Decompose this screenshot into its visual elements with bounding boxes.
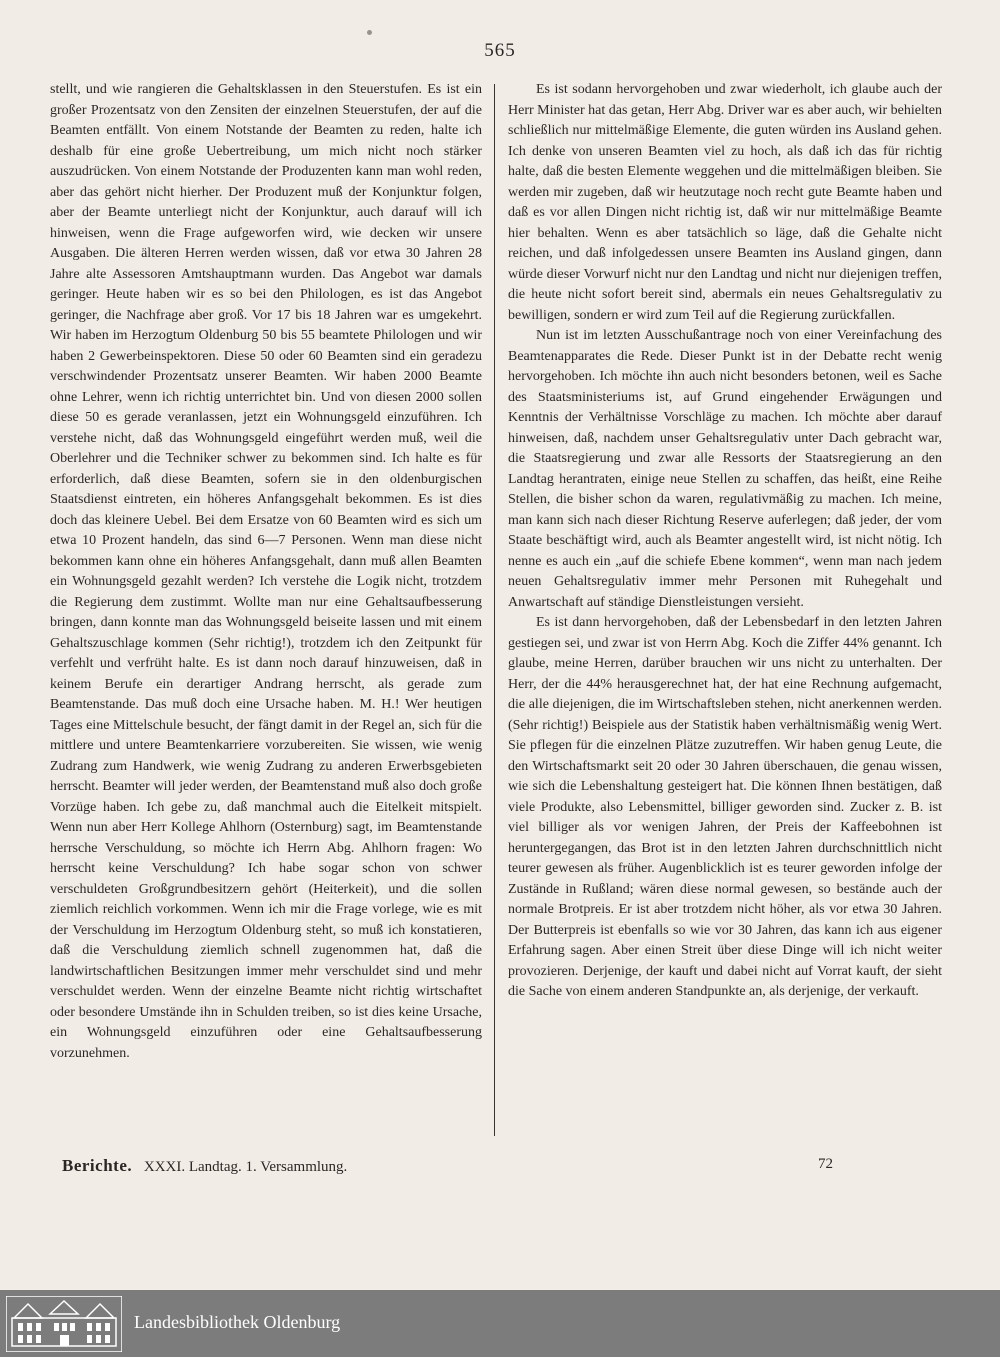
right-column <box>508 80 942 1003</box>
left-column <box>50 80 482 1064</box>
scan-speck <box>367 30 372 35</box>
library-name: Landesbibliothek Oldenburg <box>134 1312 341 1332</box>
library-building-logo-icon <box>6 1296 122 1352</box>
right-paragraph-1: Es ist sodann hervorgehoben und zwar wiederholt, ich glaube auch der Herr Minister hat das getan, Herr Abg. Driver war es aber auch, wir behielten schließlich nur mittelmäßige Elemente, die guten würden ins Ausland gehen. Ich denke von unseren Beamten viel zu hoch, als daß ich das für richtig halte, daß die besten Elemente weggehen und die mittelmäßigen bleiben. Sie werden mir zugeben, daß wir heutzutage noch recht gute Beamte haben und daß es vor allen Dingen nicht richtig ist, daß wir nur mittelmäßige Beamte hier behalten. Wenn es aber tatsächlich so läge, daß die Gehalte nicht reichen, und daß infolgedessen unsere Beamten ins Ausland gingen, dann würde dieser Vorwurf nicht nur den Landtag und nicht nur diejenigen treffen, die heute nicht sofort bereit sind, abermals ein neues Gehaltsregulativ zu bewilligen, sondern er wird zum Teil auf die Regierung zurückfallen. <box>508 82 942 323</box>
page-number: 565 <box>484 40 516 61</box>
footer-title-bold: Berichte. <box>62 1156 133 1175</box>
footer-signature: 72 <box>818 1156 833 1172</box>
column-divider <box>494 84 495 1136</box>
footer-source-line <box>62 1156 347 1176</box>
right-paragraph-3: Es ist dann hervorgehoben, daß der Lebensbedarf in den letzten Jahren gestiegen sei, und zwar ist von Herrn Abg. Koch die Ziffer 44% genannt. Ich glaube, meine Herren, darüber brauchen wir uns nicht zu unterhalten. Der Herr, der die 44% herausgerechnet hat, der hat eine Rechnung aufgemacht, die alle diejenigen, die im Wirtschaftsleben stehen, nicht anerkennen werden. (Sehr richtig!) Beispiele aus der Statistik haben verhältnismäßig wenig Wert. Sie pflegen für die einzelnen Plätze zuzutreffen. Wir haben genug Leute, die den Wirtschaftsmarkt seit 20 oder 30 Jahren überschauen, die genau wissen, wie sich die Lebenshaltung gesteigert hat. Die können Ihnen bestätigen, daß viele Produkte, also Lebensmittel, billiger geworden sind. Zucker z. B. ist viel billiger als vor wenigen Jahren, der Preis der Kaffeebohnen ist heruntergegangen, das Brot ist in den letzten Jahren durchschnittlich nicht teurer gewesen als früher. Augenblicklich ist es teurer geworden infolge der Zustände in Rußland; wären diese normal gewesen, so bestände auch der normale Brotpreis. Er ist aber trotzdem nicht höher, als vor etwa 30 Jahren. Der Butterpreis ist ebenfalls so wie vor 30 Jahren, das kann ich aus eigener Erfahrung sagen. Aber einen Streit über diese Dinge will ich nicht weiter provozieren. Derjenige, der kauft und dabei nicht auf Vorrat kauft, der sieht die Sache von einem anderen Standpunkte an, als derjenige, der verkauft. <box>508 615 942 999</box>
footer-title-rest: XXXI. Landtag. 1. Versammlung. <box>143 1159 348 1175</box>
library-banner <box>0 1290 1000 1357</box>
right-paragraph-2: Nun ist im letzten Ausschußantrage noch von einer Vereinfachung des Beamtenapparates die Rede. Dieser Punkt ist in der Debatte recht wenig hervorgehoben. Ich möchte ihn auch nicht besonders betonen, weil es Sache des Staatsministeriums ist, auf Grund eingehender Erwägungen und Kenntnis der Verhältnisse Vorschläge zu machen. Ich möchte aber darauf hinweisen, daß, nachdem unser Gehaltsregulativ unter Dach gebracht war, die Staatsregierung und zwar alle Ressorts der Staatsregierung an den Landtag herantraten, einige neue Stellen zu schaffen, das heißt, eine Reihe Stellen, die bisher schon da waren, regulativmäßig zu machen. Ich meine, man kann sich nach dieser Richtung Reserve auferlegen; daß jeder, der vom Staate beschäftigt wird, auch als Beamter angestellt wird, ist nicht nötig. Ich nenne es auch ein „auf die schiefe Ebene kommen“, wenn man nach jedem neuen Gehaltsregulativ immer mehr Personen mit Ruhegehalt und Anwartschaft auf ständige Dienstleistungen versieht. <box>508 328 942 610</box>
left-paragraph-1: stellt, und wie rangieren die Gehaltsklassen in den Steuerstufen. Es ist ein großer Prozentsatz von den Zensiten der einzelnen Steuerstufen, der auf die Beamten entfällt. Von einem Notstande der Beamten zu reden, halte ich deshalb für eine große Uebertreibung, um mich nicht noch stärker auszudrücken. Von einem Notstande der Produzenten kann man wohl reden, aber das gehört nicht hierher. Der Produzent muß der Konjunktur folgen, aber der Beamte unterliegt nicht der Konjunktur, auch darauf will ich hinweisen, wenn die Frage aufgeworfen wird, wie decken wir unsere Ausgaben. Die älteren Herren werden wissen, daß vor etwa 30 Jahren 28 Jahre alte Assessoren Amtshauptmann wurden. Das Angebot war damals geringer. Heute haben wir es so bei den Philologen, es ist das Angebot geringer, die Nachfrage aber groß. Vor 17 bis 18 Jahren war es umgekehrt. Wir haben im Herzogtum Oldenburg 50 bis 55 beamtete Philologen und wir haben 2 Gewerbeinspektoren. Diese 50 oder 60 Beamten sind ein geradezu verschwindender Prozentsatz unserer Beamten. Wir haben 2000 Beamte ohne Lehrer, wenn ich richtig unterrichtet bin. Und von diesen 2000 sollen diese 50 es gerade veranlassen, jetzt ein Wohnungsgeld einzuführen. Ich verstehe nicht, daß das Wohnungsgeld eingeführt werden muß, weil die Oberlehrer und die Techniker schwer zu bekommen sind. Ich halte es für erforderlich, daß diese Beamten, sofern sie in den oldenburgischen Staatsdienst eintreten, ein höheres Anfangsgehalt bekommen. Es ist dies doch das kleinere Uebel. Bei dem Ersatze von 60 Beamten wird es sich um etwa 10 Prozent handeln, das sind 6—7 Personen. Wenn man diese nicht bekommen kann ohne ein höheres Anfangsgehalt, dann muß allen Beamten ein Wohnungsgeld gezahlt werden? Ich verstehe die Logik nicht, trotzdem die Regierung dem zustimmt. Wollte man nur eine Gehaltsaufbesserung bringen, dann konnte man das Wohnungsgeld beiseite lassen und mit einem Gehaltszuschlage kommen (Sehr richtig!), trotzdem ich den Zeitpunkt für verfehlt und verfrüht halte. Es ist dann noch darauf hinzuweisen, daß in keinem Berufe ein derartiger Andrang herrscht, als gerade zum Beamtenstande. Das muß doch eine Ursache haben. M. H.! Wer heutigen Tages eine Mittelschule besucht, der fängt damit in der Regel an, sich für die mittlere und untere Beamtenkarriere vorzubereiten. Sie wissen, wie wenig Zudrang zum Handwerk, wie wenig Zudrang zu anderen Erwerbsgebieten herrscht. Beamter will jeder werden, der Beamtenstand muß also doch große Vorzüge haben. Ich gebe zu, daß manchmal auch die Eitelkeit mitspielt. Wenn nun aber Herr Kollege Ahlhorn (Osternburg) sagt, im Beamtenstande herrsche Verschuldung, so möchte ich Herrn Abg. Ahlhorn fragen: Wo herrscht keine Verschuldung? Ich habe sogar schon von schwer verschuldeten Großgrundbesitzern gehört (Heiterkeit), und die sollen ziemlich reichlich vorkommen. Wenn ich mir die Frage vorlege, wie es mit der Verschuldung im Herzogtum Oldenburg steht, so muß ich konstatieren, daß die Verschuldung ziemlich schnell zugenommen hat, daß die landwirtschaftlichen Besitzungen immer mehr verschuldet sind und mehr verschuldet werden. Wenn der einzelne Beamte nicht richtig wirtschaftet oder besondere Umstände ihn in Schulden treiben, so ist dies keine Ursache, ein Wohnungsgeld einzuführen oder eine Gehaltsaufbesserung vorzunehmen. <box>50 82 482 1061</box>
